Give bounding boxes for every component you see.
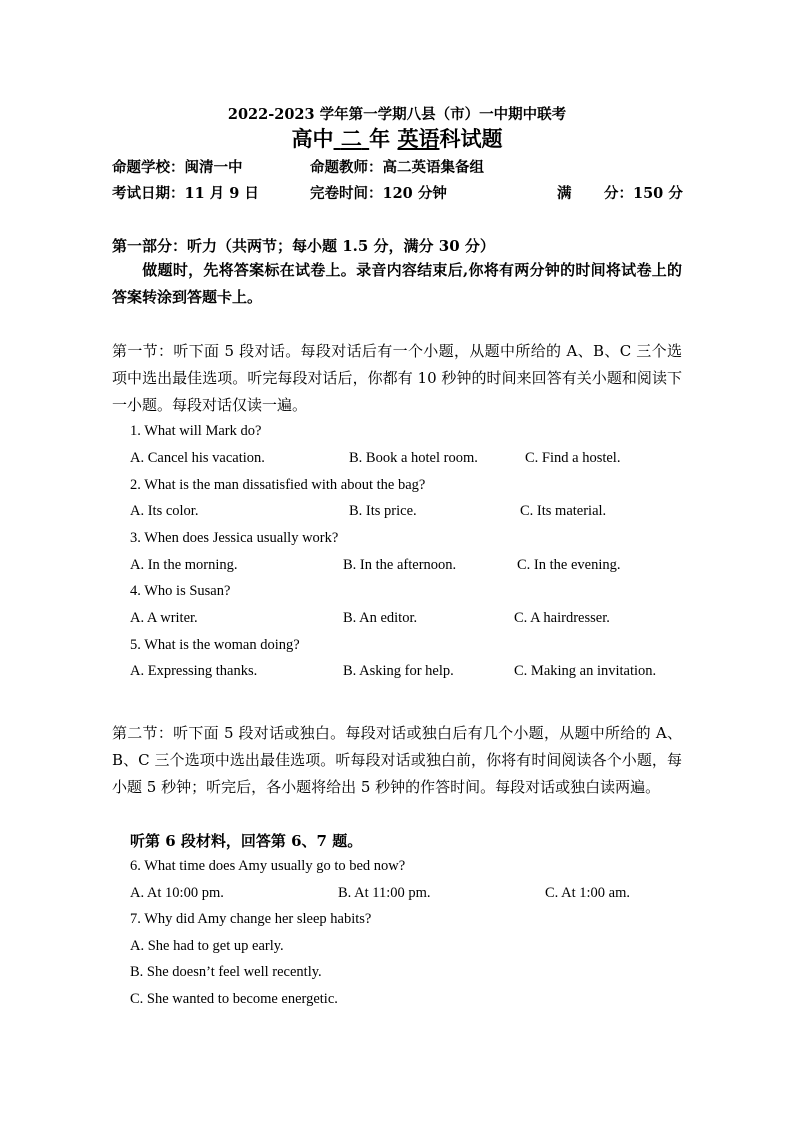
q6-option-c: C. At 1:00 am. <box>545 885 630 901</box>
q1-option-c: C. Find a hostel. <box>525 450 621 466</box>
part1-heading: 第一部分：听力（共两节；每小题 1.5 分，满分 30 分） <box>112 237 495 255</box>
q7-option-a: A. She had to get up early. <box>130 938 284 954</box>
q4-option-a: A. A writer. <box>130 610 198 626</box>
exam-series-title: 2022-2023 学年第一学期八县（市）一中期中联考 <box>227 106 567 123</box>
title-suffix: 科试题 <box>439 126 503 151</box>
section2-intro: 第二节：听下面 5 段对话或独白。每段对话或独白后有几个小题，从题中所给的 A、B、C 三个选项中选出最佳选项。听每段对话或独白前，你将有时间阅读各个小题，每小题 5 秒钟；听完后，各小题将给出 5 秒钟的作答时间。每段对话或独白读两遍。 <box>112 724 682 796</box>
q6-option-b: B. At 11:00 pm. <box>338 885 431 901</box>
q5-option-c: C. Making an invitation. <box>514 663 657 679</box>
question-6: 6. What time does Amy usually go to bed now? <box>130 858 406 874</box>
q4-option-b: B. An editor. <box>343 610 418 626</box>
q2-option-a: A. Its color. <box>130 503 199 519</box>
q4-option-c: C. A hairdresser. <box>514 610 610 626</box>
q1-option-b: B. Book a hotel room. <box>349 450 478 466</box>
q3-option-c: C. In the evening. <box>517 557 621 573</box>
material-6-heading: 听第 6 段材料，回答第 6、7 题。 <box>130 832 363 850</box>
question-3: 3. When does Jessica usually work? <box>130 530 339 546</box>
q2-option-b: B. Its price. <box>349 503 417 519</box>
part1-instruction: 做题时，先将答案标在试卷上。录音内容结束后,你将有两分钟的时间将试卷上的答案转涂到答题卡上。 <box>112 261 682 306</box>
q7-option-b: B. She doesn’t feel well recently. <box>130 964 322 980</box>
question-1: 1. What will Mark do? <box>130 423 262 439</box>
meta-score-value: 分：150 分 <box>604 185 683 202</box>
question-4: 4. Who is Susan? <box>130 583 231 599</box>
exam-title <box>0 123 794 153</box>
question-2: 2. What is the man dissatisfied with about the bag? <box>130 477 426 493</box>
q1-option-a: A. Cancel his vacation. <box>130 450 265 466</box>
q7-option-c: C. She wanted to become energetic. <box>130 991 338 1007</box>
title-grade: 二 <box>340 126 362 151</box>
q2-option-c: C. Its material. <box>520 503 607 519</box>
title-mid: 年 <box>369 126 391 151</box>
question-5: 5. What is the woman doing? <box>130 637 300 653</box>
title-prefix: 高中 <box>291 126 334 151</box>
q5-option-b: B. Asking for help. <box>343 663 454 679</box>
title-subject: 英语 <box>397 126 440 151</box>
q3-option-b: B. In the afternoon. <box>343 557 457 573</box>
q5-option-a: A. Expressing thanks. <box>130 663 258 679</box>
question-7: 7. Why did Amy change her sleep habits? <box>130 911 372 927</box>
meta-duration: 完卷时间：120 分钟 <box>310 185 447 202</box>
meta-school: 命题学校：闽清一中 <box>112 159 243 176</box>
meta-teacher: 命题教师：高二英语集备组 <box>310 159 484 176</box>
section1-intro: 第一节：听下面 5 段对话。每段对话后有一个小题，从题中所给的 A、B、C 三个选项中选出最佳选项。听完每段对话后，你都有 10 秒钟的时间来回答有关小题和阅读下一小题。每段对话仅读一遍。 <box>112 342 682 414</box>
meta-date: 考试日期：11 月 9 日 <box>112 185 259 202</box>
meta-score-label: 满 <box>557 185 572 202</box>
q3-option-a: A. In the morning. <box>130 557 238 573</box>
q6-option-a: A. At 10:00 pm. <box>130 885 224 901</box>
